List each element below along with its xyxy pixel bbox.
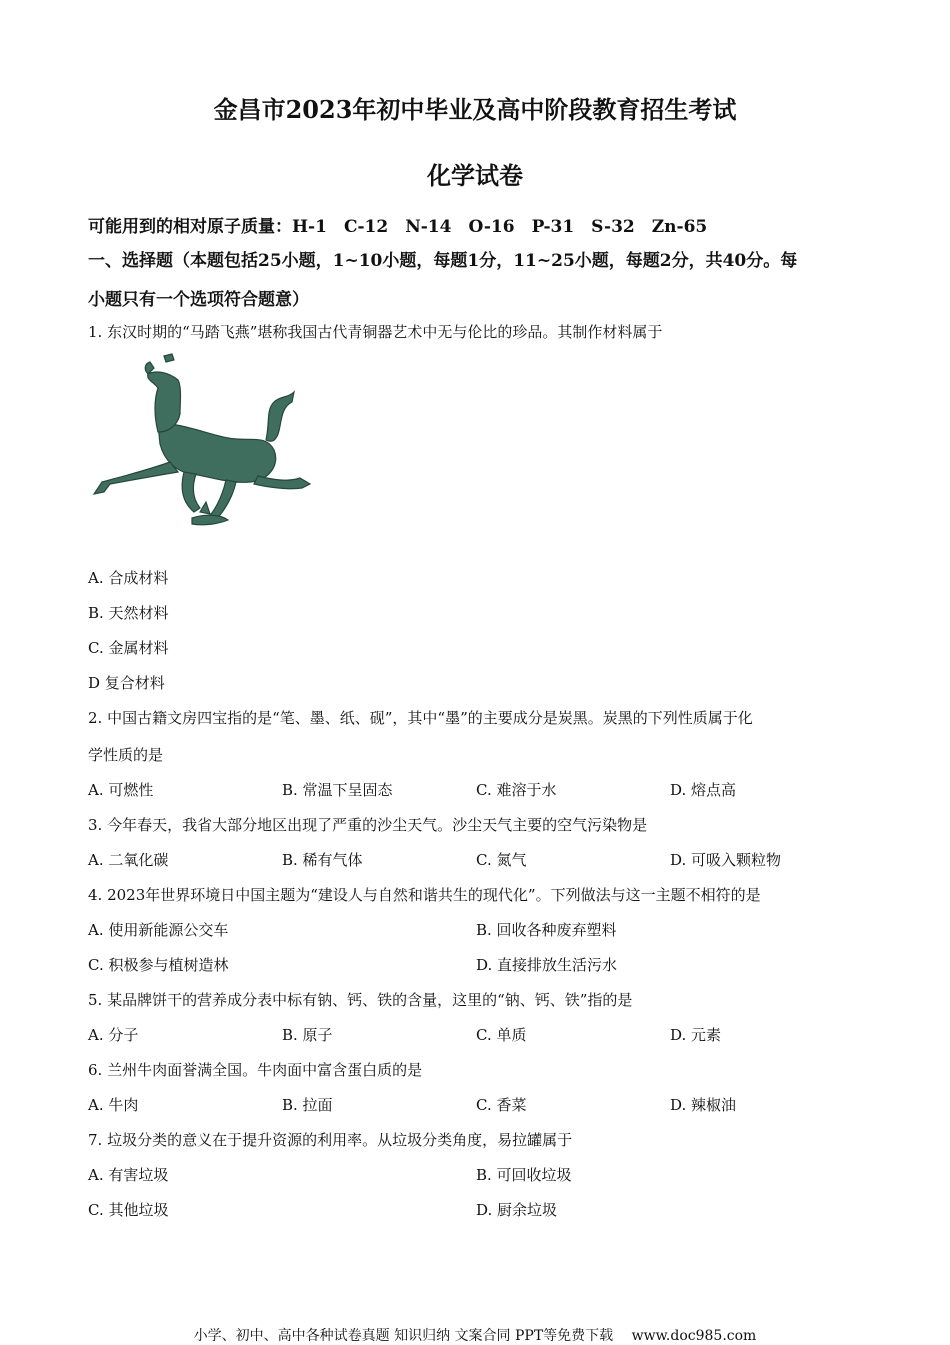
question-6-stem: 6. 兰州牛肉面誉满全国。牛肉面中富含蛋白质的是 <box>88 1061 423 1079</box>
q1-option-a: A. 合成材料 <box>88 569 169 587</box>
question-2-stem-cont: 学性质的是 <box>88 746 164 764</box>
q3-option-c: C. 氮气 <box>476 851 527 869</box>
q5-option-c: C. 单质 <box>476 1026 527 1044</box>
q1-option-b: B. 天然材料 <box>88 604 169 622</box>
q5-option-d: D. 元素 <box>670 1026 722 1044</box>
q3-option-d: D. 可吸入颗粒物 <box>670 851 782 869</box>
q1-option-d: D 复合材料 <box>88 674 165 692</box>
q6-option-c: C. 香菜 <box>476 1096 527 1114</box>
q5-option-b: B. 原子 <box>282 1026 333 1044</box>
page-footer: 小学、初中、高中各种试卷真题 知识归纳 文案合同 PPT等免费下载 www.doc985.com <box>193 1328 757 1344</box>
q4-option-c: C. 积极参与植树造林 <box>88 956 229 974</box>
question-1-stem: 1. 东汉时期的“马踏飞燕”堪称我国古代青铜器艺术中无与伦比的珍品。其制作材料属于 <box>88 323 663 341</box>
q2-option-a: A. 可燃性 <box>88 781 154 799</box>
q6-option-a: A. 牛肉 <box>88 1096 139 1114</box>
q4-option-d: D. 直接排放生活污水 <box>476 956 618 974</box>
q7-option-c: C. 其他垃圾 <box>88 1201 169 1219</box>
q2-option-b: B. 常温下呈固态 <box>282 781 393 799</box>
q4-option-a: A. 使用新能源公交车 <box>88 921 229 939</box>
question-7-stem: 7. 垃圾分类的意义在于提升资源的利用率。从垃圾分类角度，易拉罐属于 <box>88 1131 573 1149</box>
q7-option-b: B. 可回收垃圾 <box>476 1166 572 1184</box>
q5-option-a: A. 分子 <box>88 1026 139 1044</box>
question-4-stem: 4. 2023年世界环境日中国主题为“建设人与自然和谐共生的现代化”。下列做法与这一主题不相符的是 <box>88 886 761 904</box>
question-3-stem: 3. 今年春天，我省大部分地区出现了严重的沙尘天气。沙尘天气主要的空气污染物是 <box>88 816 648 834</box>
q7-option-d: D. 厨余垃圾 <box>476 1201 558 1219</box>
q1-option-c: C. 金属材料 <box>88 639 169 657</box>
q2-option-d: D. 熔点高 <box>670 781 737 799</box>
q6-option-b: B. 拉面 <box>282 1096 333 1114</box>
atomic-masses: 可能用到的相对原子质量：H-1 C-12 N-14 O-16 P-31 S-32 Zn-65 <box>88 217 708 237</box>
question-2-stem: 2. 中国古籍文房四宝指的是“笔、墨、纸、砚”，其中“墨”的主要成分是炭黑。炭黑的下列性质属于化 <box>88 709 753 727</box>
bronze-horse-image <box>88 352 313 542</box>
q2-option-c: C. 难溶于水 <box>476 781 557 799</box>
section-heading-line2: 小题只有一个选项符合题意） <box>88 290 309 310</box>
q3-option-a: A. 二氧化碳 <box>88 851 169 869</box>
question-5-stem: 5. 某品牌饼干的营养成分表中标有钠、钙、铁的含量，这里的“钠、钙、铁”指的是 <box>88 991 633 1009</box>
section-heading-line1: 一、选择题（本题包括25小题，1~10小题，每题1分，11~25小题，每题2分，共40分。每 <box>88 251 798 271</box>
q6-option-d: D. 辣椒油 <box>670 1096 737 1114</box>
exam-title: 金昌市2023年初中毕业及高中阶段教育招生考试 <box>213 95 737 124</box>
q3-option-b: B. 稀有气体 <box>282 851 363 869</box>
q4-option-b: B. 回收各种废弃塑料 <box>476 921 617 939</box>
q7-option-a: A. 有害垃圾 <box>88 1166 169 1184</box>
exam-subtitle: 化学试卷 <box>427 161 523 190</box>
